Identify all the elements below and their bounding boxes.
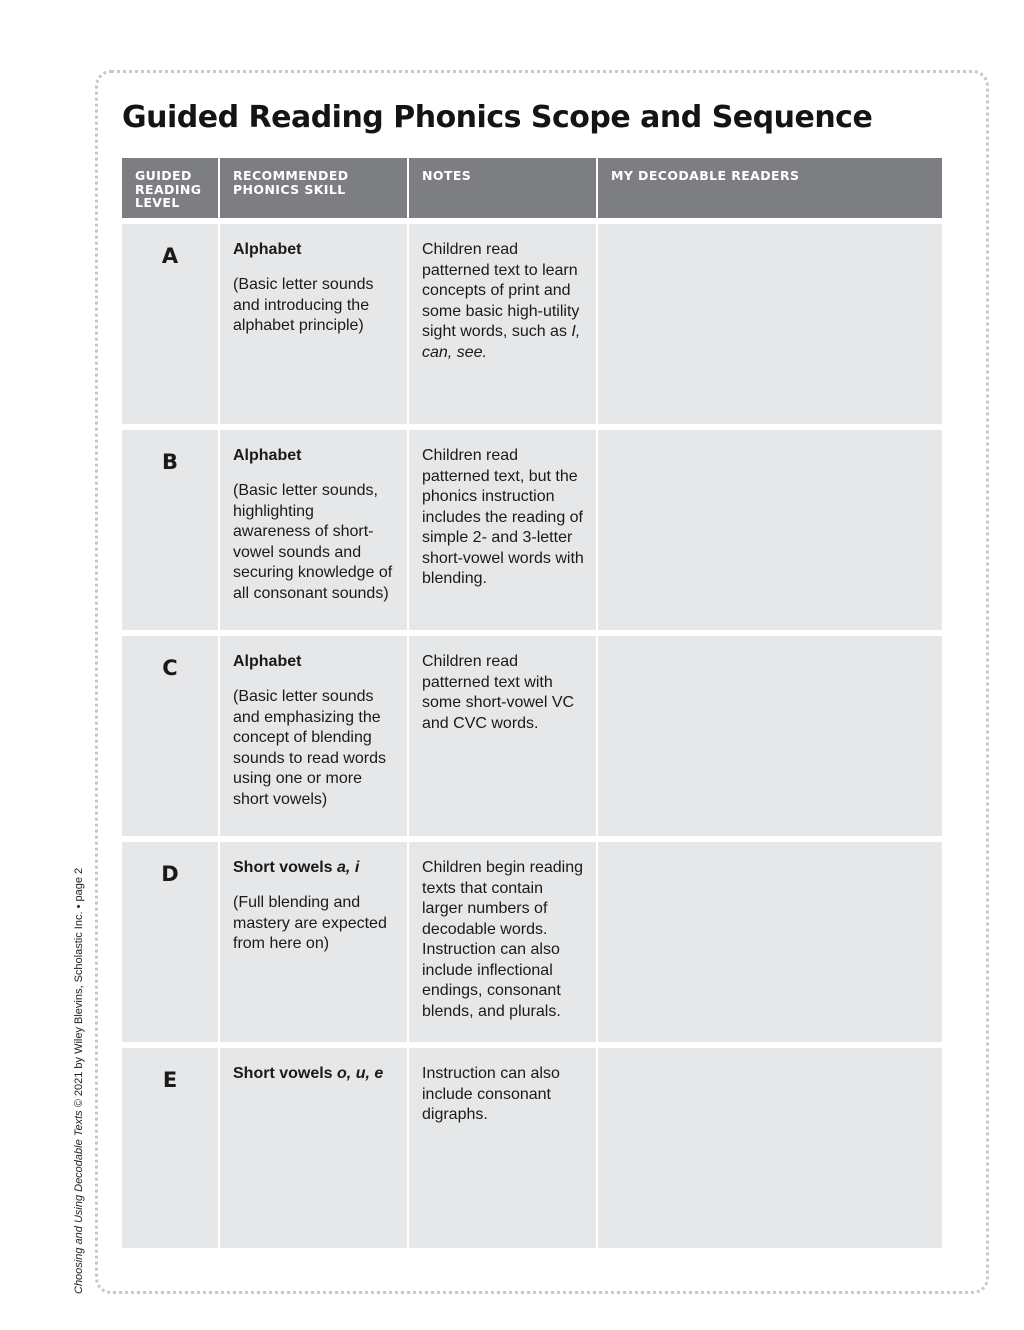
scope-sequence-table — [122, 158, 942, 1248]
header-my-decodable-readers: MY DECODABLE READERS — [611, 168, 800, 183]
phonics-skill-cell — [220, 224, 409, 424]
header-recommended-phonics-skill: RECOMMENDED PHONICS SKILL — [220, 158, 409, 218]
decodable-readers-cell[interactable] — [598, 1048, 942, 1248]
table-row — [122, 430, 942, 630]
skill-name: Alphabet — [233, 241, 302, 258]
decodable-readers-cell[interactable] — [598, 224, 942, 424]
notes-cell: Children read patterned text, but the phonics instruction includes the reading of simple 2- and 3-letter short-vowel words with blending. — [409, 430, 598, 630]
skill-description: (Full blending and mastery are expected from here on) — [233, 894, 387, 952]
decodable-readers-cell[interactable] — [598, 430, 942, 630]
skill-description: (Basic letter sounds and introducing the alphabet principle) — [233, 276, 374, 334]
phonics-skill-cell — [220, 636, 409, 836]
table-row — [122, 636, 942, 836]
notes-cell: Instruction can also include consonant digraphs. — [409, 1048, 598, 1248]
phonics-skill-cell — [220, 1048, 409, 1248]
skill-description: (Basic letter sounds, highlighting awareness of short-vowel sounds and securing knowledge of all consonant sounds) — [233, 482, 393, 602]
table-row — [122, 842, 942, 1042]
notes-cell: Children read patterned text to learn concepts of print and some basic high-utility sight words, such as I, can, see. — [409, 224, 598, 424]
decodable-readers-cell[interactable] — [598, 842, 942, 1042]
level-cell: D — [122, 842, 220, 1042]
level-cell: E — [122, 1048, 220, 1248]
phonics-skill-cell — [220, 430, 409, 630]
skill-name: Short vowels a, i — [233, 859, 360, 876]
table-row — [122, 1048, 942, 1248]
phonics-skill-cell — [220, 842, 409, 1042]
skill-name: Short vowels o, u, e — [233, 1065, 384, 1082]
notes-cell: Children begin reading texts that contain larger numbers of decodable words. Instruction can also include inflectional endings, consonant blends, and plurals. — [409, 842, 598, 1042]
header-guided-reading-level: GUIDED READING LEVEL — [122, 158, 220, 218]
level-cell: A — [122, 224, 220, 424]
notes-cell: Children read patterned text with some short-vowel VC and CVC words. — [409, 636, 598, 836]
table-row — [122, 224, 942, 424]
skill-name: Alphabet — [233, 447, 302, 464]
skill-name: Alphabet — [233, 653, 302, 670]
skill-description: (Basic letter sounds and emphasizing the concept of blending sounds to read words using one or more short vowels) — [233, 688, 386, 808]
page-title: Guided Reading Phonics Scope and Sequence — [122, 100, 873, 135]
level-cell: B — [122, 430, 220, 630]
level-cell: C — [122, 636, 220, 836]
copyright-footer: Choosing and Using Decodable Texts © 2021 by Wiley Blevins, Scholastic Inc. • page 2 — [73, 867, 85, 1294]
header-notes: NOTES — [409, 158, 598, 218]
table-header — [122, 158, 942, 218]
decodable-readers-cell[interactable] — [598, 636, 942, 836]
